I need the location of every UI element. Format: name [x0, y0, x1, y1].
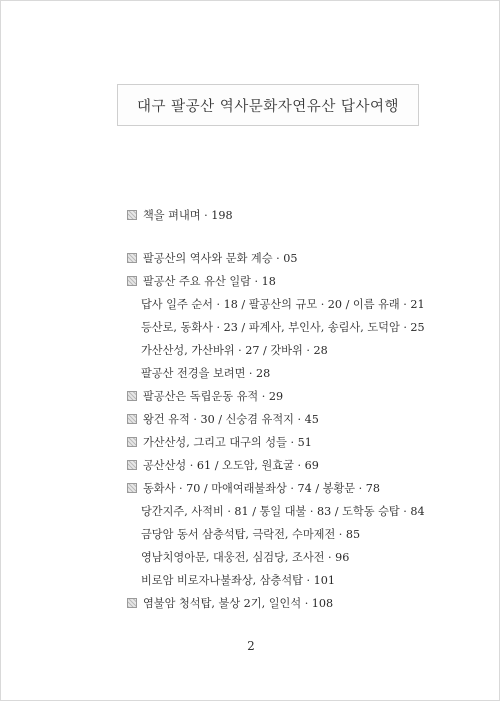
- toc-entry-text: 공산산성 · 61 / 오도암, 원효굴 · 69: [143, 459, 319, 472]
- toc-entry: [127, 410, 319, 428]
- toc-entry-text: 금당암 동서 삼층석탑, 극락전, 수마제전 · 85: [141, 528, 361, 541]
- toc-entry: [127, 206, 233, 224]
- toc-subentry: [141, 341, 328, 359]
- square-bullet-icon: [127, 598, 137, 608]
- square-bullet-icon: [127, 437, 137, 447]
- toc-entry-text: 동화사 · 70 / 마애여래불좌상 · 74 / 봉황문 · 78: [143, 482, 380, 495]
- toc-subentry: [141, 525, 360, 543]
- toc-entry: [127, 387, 283, 405]
- square-bullet-icon: [127, 253, 137, 263]
- toc-entry: [127, 479, 380, 497]
- toc-entry-text: 영남치영아문, 대웅전, 심검당, 조사전 · 96: [141, 551, 350, 564]
- toc-entry: [127, 272, 276, 290]
- toc-entry-text: 비로암 비로자나불좌상, 삼층석탑 · 101: [141, 574, 335, 587]
- square-bullet-icon: [127, 483, 137, 493]
- toc-entry-text: 팔공산 전경을 보려면 · 28: [141, 367, 271, 380]
- title-box: [117, 84, 419, 126]
- toc-subentry: [141, 295, 425, 313]
- square-bullet-icon: [127, 210, 137, 220]
- toc-entry: [127, 456, 319, 474]
- toc-subentry: [141, 364, 270, 382]
- toc-entry-text: 책을 펴내며 · 198: [143, 209, 233, 222]
- toc-entry-text: 왕건 유적 · 30 / 신숭겸 유적지 · 45: [143, 413, 319, 426]
- toc-entry-text: 등산로, 동화사 · 23 / 파계사, 부인사, 송림사, 도덕암 · 25: [141, 321, 425, 334]
- toc-entry-text: 팔공산은 독립운동 유적 · 29: [143, 390, 284, 403]
- toc-subentry: [141, 571, 335, 589]
- toc-entry: [127, 249, 297, 267]
- toc-entry-text: 가산산성, 그리고 대구의 성들 · 51: [143, 436, 312, 449]
- square-bullet-icon: [127, 414, 137, 424]
- square-bullet-icon: [127, 460, 137, 470]
- toc-entry: [127, 433, 312, 451]
- toc-entry-text: 가산산성, 가산바위 · 27 / 갓바위 · 28: [141, 344, 328, 357]
- book-title: 대구 팔공산 역사문화자연유산 답사여행: [137, 98, 399, 115]
- toc-subentry: [141, 548, 349, 566]
- square-bullet-icon: [127, 391, 137, 401]
- toc-entry-text: 염불암 청석탑, 불상 2기, 일인석 · 108: [143, 597, 334, 610]
- toc-entry-text: 팔공산의 역사와 문화 계승 · 05: [143, 252, 298, 265]
- page-number: 2: [247, 639, 255, 653]
- toc-entry-text: 답사 일주 순서 · 18 / 팔공산의 규모 · 20 / 이름 유래 · 21: [141, 298, 425, 311]
- toc-entry-text: 팔공산 주요 유산 일람 · 18: [143, 275, 276, 288]
- toc-subentry: [141, 318, 425, 336]
- toc-subentry: [141, 502, 425, 520]
- square-bullet-icon: [127, 276, 137, 286]
- toc-entry-text: 당간지주, 사적비 · 81 / 통일 대불 · 83 / 도학동 승탑 · 84: [141, 505, 425, 518]
- toc-entry: [127, 594, 333, 612]
